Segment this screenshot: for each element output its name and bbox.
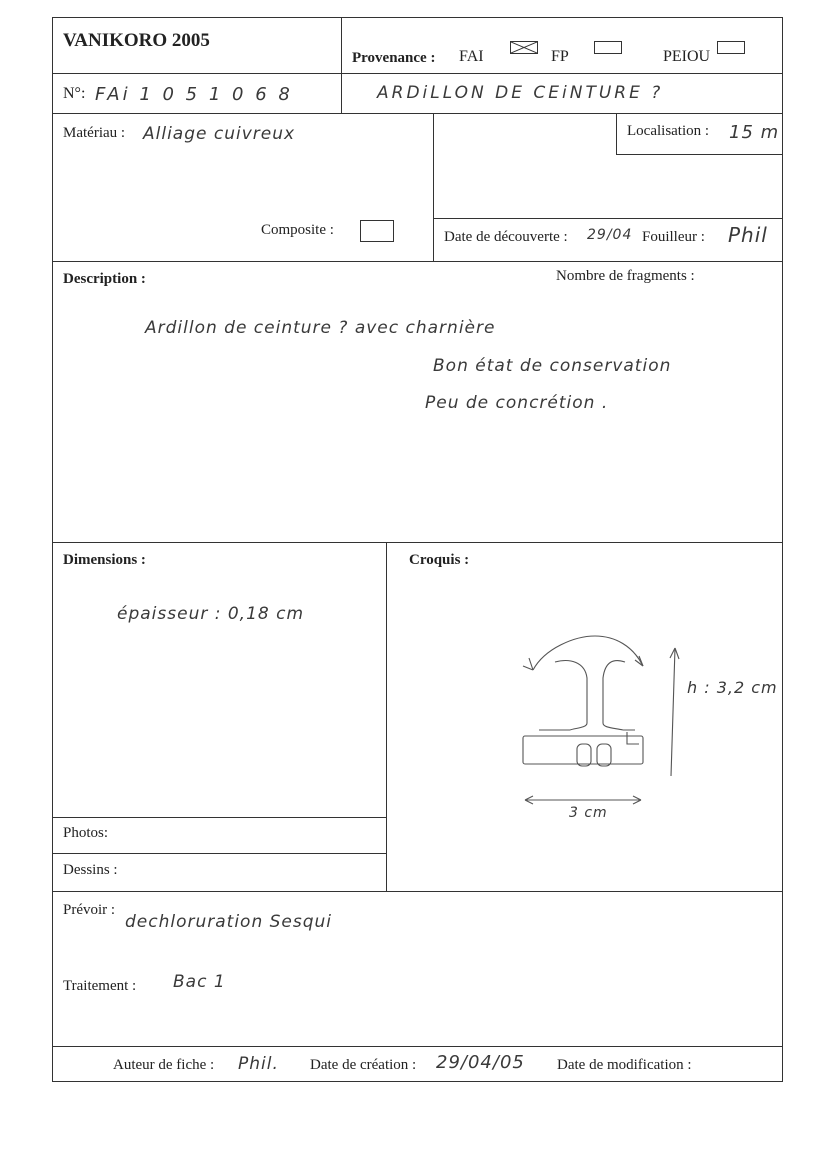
- plan-label: Prévoir :: [63, 902, 116, 918]
- divider: [53, 261, 782, 262]
- photos-label: Photos:: [63, 825, 109, 841]
- option-peiou-label: PEIOU: [663, 48, 711, 65]
- description-label: Description :: [63, 271, 146, 287]
- description-line: Peu de concrétion .: [425, 393, 609, 413]
- plan-value: dechloruration Sesqui: [125, 912, 333, 932]
- location-value: 15 m: [729, 122, 780, 143]
- created-value: 29/04/05: [436, 1052, 525, 1073]
- location-label: Localisation :: [627, 123, 710, 139]
- composite-checkbox[interactable]: [360, 220, 394, 242]
- object-name: ARDiLLON DE CEiNTURE ?: [377, 83, 664, 103]
- number-label: N°:: [63, 85, 86, 102]
- divider: [433, 218, 782, 219]
- divider: [53, 891, 782, 892]
- provenance-label: Provenance :: [352, 50, 436, 66]
- description-line: Ardillon de ceinture ? avec charnière: [145, 318, 496, 338]
- option-peiou-checkbox[interactable]: [717, 41, 745, 54]
- fragments-label: Nombre de fragments :: [556, 268, 695, 284]
- dimensions-value: épaisseur : 0,18 cm: [117, 604, 305, 624]
- divider: [53, 853, 386, 854]
- composite-label: Composite :: [261, 222, 334, 238]
- excavator-label: Fouilleur :: [642, 229, 705, 245]
- discovery-date-label: Date de découverte :: [444, 229, 568, 245]
- belt-prong-sketch: [515, 628, 690, 828]
- divider: [616, 113, 617, 154]
- discovery-date-value: 29/04: [587, 227, 633, 243]
- modified-label: Date de modification :: [557, 1057, 692, 1073]
- divider: [341, 18, 342, 113]
- treatment-label: Traitement :: [63, 978, 137, 994]
- divider: [53, 113, 782, 114]
- option-fp-checkbox[interactable]: [594, 41, 622, 54]
- sketch-width-label: 3 cm: [569, 805, 608, 821]
- artifact-record-form: [52, 17, 783, 1082]
- divider: [386, 542, 387, 891]
- author-value: Phil.: [238, 1054, 279, 1074]
- divider: [53, 1046, 782, 1047]
- description-line: Bon état de conservation: [433, 356, 672, 376]
- divider: [53, 73, 782, 74]
- sketch-label: Croquis :: [409, 552, 470, 568]
- drawings-label: Dessins :: [63, 862, 118, 878]
- divider: [616, 154, 782, 155]
- option-fai-label: FAI: [459, 48, 484, 65]
- checked-cross-icon: [511, 42, 537, 53]
- form-title: VANIKORO 2005: [63, 30, 210, 51]
- divider: [433, 113, 434, 261]
- treatment-value: Bac 1: [173, 972, 226, 992]
- created-label: Date de création :: [310, 1057, 417, 1073]
- excavator-value: Phil: [728, 223, 768, 247]
- option-fai-checkbox[interactable]: [510, 41, 538, 54]
- author-label: Auteur de fiche :: [113, 1057, 215, 1073]
- material-value: Alliage cuivreux: [143, 124, 296, 144]
- divider: [53, 542, 782, 543]
- material-label: Matériau :: [63, 125, 126, 141]
- dimensions-label: Dimensions :: [63, 552, 146, 568]
- sketch-height-label: h : 3,2 cm: [687, 678, 778, 697]
- divider: [53, 817, 386, 818]
- number-value: FAi 1 0 5 1 0 6 8: [95, 84, 293, 105]
- option-fp-label: FP: [551, 48, 569, 65]
